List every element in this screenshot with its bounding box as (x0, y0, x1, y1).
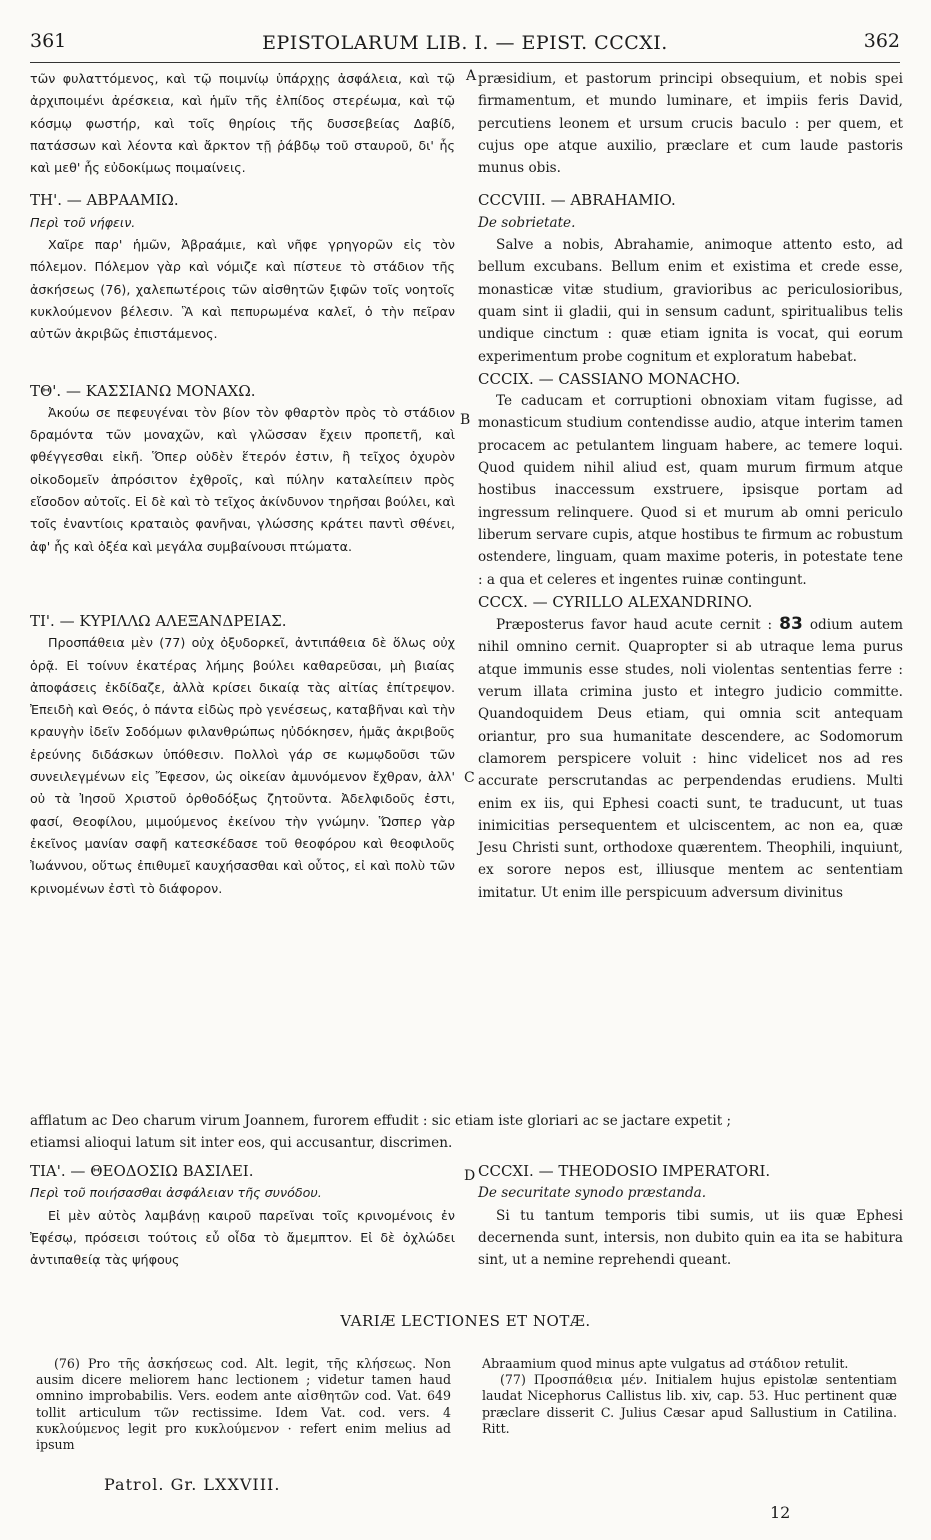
page-number-left: 361 (30, 30, 67, 52)
notes-right (482, 1356, 897, 1437)
footer-volume: Patrol. Gr. LXXVIII. (104, 1475, 281, 1494)
section-marker-b: B (460, 412, 471, 428)
greek-letter-310-title: ΤΙ'. — ΚΥΡΙΛΛΩ ΑΛΕΞΑΝΔΡΕΙΑΣ. (30, 611, 287, 630)
latin-letter-310-text (478, 613, 903, 904)
latin-letter-308-text: Salve a nobis, Abrahamie, animoque attento esto, ad bellum excubans. Bellum enim et existima et crede esse, monasticæ vitæ studium, gravioribus ac periculosioribus, quam sint ii gladii, qui in sensum cadunt, spiritualibus telis undique cinctum : quæ etiam ignita is vocat, qui eorum experimentum probe cognitum et exploratum habebat. (478, 237, 903, 365)
greek-letter-309-title: ΤΘ'. — ΚΑΣΣΙΑΝΩ ΜΟΝΑΧΩ. (30, 381, 256, 400)
greek-letter-311-subtitle: Περὶ τοῦ ποιήσασθαι ἀσφάλειαν τῆς συνόδου. (30, 1185, 322, 1201)
greek-letter-311-text: Εἰ μὲν αὐτὸς λαμβάνῃ καιροῦ παρεῖναι τοῖς κρινομένοις ἐν Ἐφέσῳ, πρόσεισι τούτοις εὖ οἶδα τὸ ἄμεμπτον. Εἰ δὲ ὀχλώδει ἀντιπαθείᾳ τὰς ψήφους (30, 1207, 455, 1268)
latin-letter-311-subtitle: De securitate synodo præstanda. (478, 1185, 707, 1202)
notes-left (36, 1356, 451, 1453)
section-marker-c: C (464, 770, 475, 786)
notes-heading: VARIÆ LECTIONES ET NOTÆ. (340, 1312, 591, 1330)
page-number-right: 362 (863, 30, 900, 52)
latin-letter-308-title: CCCVIII. — ABRAHAMIO. (478, 191, 676, 210)
full-width-line-1: afflatum ac Deo charum virum Joannem, furorem effudit : sic etiam iste gloriari ac se jactare expetit ; (30, 1113, 732, 1129)
full-width-line-2: etiamsi alioqui latum sit inter eos, qui accusantur, discrimen. (30, 1135, 453, 1152)
greek-letter-308-subtitle: Περὶ τοῦ νήφειν. (30, 214, 136, 230)
latin-letter-311 (478, 1160, 903, 1271)
latin-letter-310-title: CCCX. — CYRILLO ALEXANDRINO. (478, 592, 753, 611)
footer-signature-number: 12 (770, 1503, 791, 1522)
greek-letter-309-text: Ἀκούω σε πεφευγέναι τὸν βίον τὸν φθαρτὸν πρὸς τὸ στάδιον δραμόντα τῶν μοναχῶν, καὶ γλῶσσαν ἔχειν προπετῆ, καὶ φθέγγεσθαι εἰκῆ. Ὅπερ οὐδὲν ἕτερόν ἐστιν, ἢ τεῖχος ὀχυρὸν οἰκοδομεῖν ἀπρόσιτον ἐχθροῖς, καὶ πύλην καταλείπειν πρὸς εἴσοδον αὐτοῖς. Εἰ δὲ καὶ τὸ τεῖχος ἀκίνδυνον τηρῆσαι βούλει, καὶ τοῖς ἐναντίοις κραταιὸς φανῆναι, γλώσσης κράτει παντὶ σθένει, ἀφ' ἧς καὶ ὀξέα καὶ μεγάλα συμβαίνουσι πτώματα. (30, 404, 455, 554)
greek-letter-308-text: Χαῖρε παρ' ἡμῶν, Ἀβραάμιε, καὶ νῆφε γρηγορῶν εἰς τὸν πόλεμον. Πόλεμον γὰρ καὶ νόμιζε καὶ πίστευε τὸ στάδιον τῆς ἀσκήσεως (76), χαλεπωτέροις τῶν αἰσθητῶν ξιφῶν τοῖς νοητοῖς κυκλούμενον βέλεσιν. Ἃ καὶ πεπυρωμένα καλεῖ, ὁ τὴν πεῖραν αὐτῶν ἀκριβῶς ἐπιστάμενος. (30, 237, 455, 342)
greek-letter-311-title: ΤΙΑ'. — ΘΕΟΔΟΣΙΩ ΒΑΣΙΛΕΙ. (30, 1162, 254, 1180)
note-76: (76) Pro τῆς ἀσκήσεως cod. Alt. legit, τῆς κλήσεως. Non ausim dicere meliorem hanc lectionem ; videtur tamen haud omnino improbabilis. Vers. eodem ante αἰσθητῶν cod. Vat. 649 tollit articulum τῶν rectissime. Idem Vat. cod. vers. 4 κυκλούμενος legit pro κυκλούμενον · refert enim melius ad ipsum (36, 1356, 451, 1453)
latin-letter-311-text: Si tu tantum temporis tibi sumis, ut iis quæ Ephesi decernenda sunt, intersis, non dubito quin ea ita se habitura sint, ut a nemine reprehendi queant. (478, 1207, 903, 1269)
note-77: (77) Προσπάθεια μέν. Initialem hujus epistolæ sententiam laudat Nicephorus Callistus lib. xiv, cap. 53. Huc pertinent quæ præclare disserit C. Julius Cæsar apud Sallustium in Catilina. Ritt. (482, 1372, 897, 1436)
latin-letter-309-text: Te caducam et corruptioni obnoxiam vitam fugisse, ad monasticum studium contendisse audio, atque interim tamen procacem ac petulantem linguam habere, ac temere loqui. Quod quidem nihil aliud est, quam murum firmum atque hostibus inaccessum exstruere, ipsisque portam ad ingressum relinquere. Quod si et murum ab omni periculo liberum servare cupis, atque hostibus te firmum ac robustum ostendere, linguam, quam maxime poteris, in potestate tene : a qua et celeres et ingentes ruinæ contingunt. (478, 393, 903, 588)
running-title: EPISTOLARUM LIB. I. — EPIST. CCCXI. (262, 32, 668, 54)
greek-letter-308-title: ΤΗ'. — ΑΒΡΑΑΜΙΩ. (30, 191, 179, 210)
section-marker-a: A (466, 68, 477, 84)
note-76-continued: Abraamium quod minus apte vulgatus ad στάδιον retulit. (482, 1356, 849, 1371)
greek-column (30, 68, 455, 900)
greek-letter-310-text: Προσπάθεια μὲν (77) οὐχ ὀξυδορκεῖ, ἀντιπάθεια δὲ ὅλως οὐχ ὁρᾷ. Εἰ τοίνυν ἑκατέρας λήμης βούλει καθαρεῦσαι, μὴ βιαίας ἀποφάσεις ἐκδίδαζε, ἀλλὰ κρίσει δικαίᾳ τὰς αἰτίας ἐπίτρεψον. Ἐπειδὴ καὶ Θεός, ὁ πάντα εἰδὼς πρὸ γενέσεως, καταβῆναι καὶ τὴν κραυγὴν ἰδεῖν Σοδόμων φιλανθρώπως ηὐδόκησεν, ἡμᾶς ἀκριβοῦς ἐρεύνης διδάσκων ὑπόθεσιν. Πολλοὶ γάρ σε κωμῳδοῦσι τῶν συνειλεγμένων εἰς Ἔφεσον, ὡς οἰκείαν ἀμυνόμενον ἔχθραν, ἀλλ' οὐ τὰ Ἰησοῦ Χριστοῦ ὀρθοδόξως ζητοῦντα. Ἀδελφιδοῦς ἐστι, φασί, Θεοφίλου, μιμούμενος ἐκείνου τὴν γνώμην. Ὥσπερ γὰρ ἐκεῖνος μανίαν σαφῆ κατεσκέδασε τοῦ θεοφόρου καὶ θεοφιλοῦς Ἰωάννου, οὕτως ἐπιθυμεῖ καυχήσασθαι καὶ οὗτος, εἰ καὶ πολὺ τῶν κρινομένων ἐστὶ τὸ διάφορον. (30, 635, 455, 896)
header-rule (30, 62, 900, 63)
latin-letter-308-subtitle: De sobrietate. (478, 214, 576, 231)
column-marker: 83 (779, 614, 803, 635)
latin-letter-311-title: CCCXI. — THEODOSIO IMPERATORI. (478, 1162, 771, 1180)
section-marker-d: D (464, 1168, 476, 1184)
latin-letter-309-title: CCCIX. — CASSIANO MONACHO. (478, 369, 741, 388)
latin-continuation: præsidium, et pastorum principi obsequium, et nobis spei firmamentum, et mundo luminare, et impiis feris David, percutiens leonem et ursum crucis baculo : per quem, et cujus ope atque auxilio, præclare et cum laude pastoris munus obis. (478, 71, 903, 177)
latin-column (478, 68, 903, 904)
full-width-lines (30, 1110, 900, 1155)
greek-continuation: τῶν φυλαττόμενος, καὶ τῷ ποιμνίῳ ὑπάρχῃς ἀσφάλεια, καὶ τῷ ἀρχιποιμένι ἀρέσκεια, καὶ ἡμῖν τῆς ἐλπίδος στερέωμα, καὶ τῷ κόσμῳ φωστήρ, καὶ τοῖς θηρίοις τῆς δυσσεβείας Δαβίδ, πατάσσων καὶ λέοντα καὶ ἄρκτον τῇ ῥάβδῳ τοῦ σταυροῦ, δι' ἧς καὶ μεθ' ἧς εὐδοκίμως ποιμαίνεις. (30, 71, 455, 176)
latin-letter-310-text-b: odium autem nihil omnino cernit. Quapropter si ab utraque lema purus atque immunis esse studes, noli violentas sententias ferre : verum illata crimina justo et integro judicio committe. Quandoquidem Deus etiam, qui omnia scit antequam oriantur, pro sua humanitate descendere, ac Sodomorum clamorem perspicere voluit : hinc videlicet nos ad res accurate perscrutandas ac perpendendas erudiens. Multi enim ex iis, qui Ephesi coacti sunt, te traducunt, ut tuas inimicitias persequentem et ulciscentem, ac non ea, quæ Jesu Christi sunt, orthodoxe quærentem. Theophili, inquiunt, ex sorore nepos est, illiusque mentem ac sententiam imitatur. Ut enim ille perspicuum adversum divinitus (478, 617, 903, 901)
running-header (30, 30, 900, 60)
latin-letter-310-text-a: Præposterus favor haud acute cernit : (496, 617, 773, 634)
greek-letter-311 (30, 1160, 455, 1271)
